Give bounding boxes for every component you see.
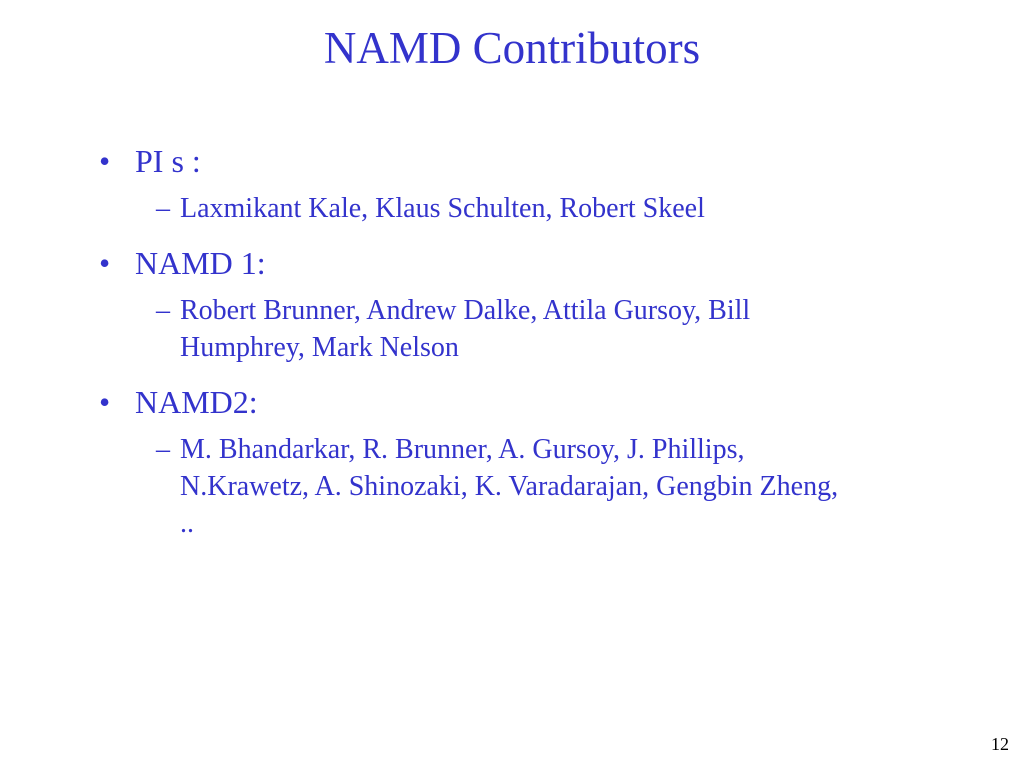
sub-item-line: Robert Brunner, Andrew Dalke, Attila Gursoy, Bill [180, 295, 751, 326]
sub-item-pis-names [156, 190, 999, 227]
sub-item-line: N.Krawetz, A. Shinozaki, K. Varadarajan, Gengbin Zheng, [180, 471, 839, 502]
slide-title: NAMD Contributors [323, 23, 701, 73]
sub-item-line: M. Bhandarkar, R. Brunner, A. Gursoy, J. Phillips, [180, 434, 745, 465]
bullet-namd2-label: NAMD2: [135, 384, 258, 420]
bullet-marker: • [99, 143, 111, 179]
page-number: 12 [991, 734, 1009, 754]
sub-item-line: .. [180, 508, 194, 539]
bullet-marker: • [99, 384, 111, 420]
sub-item-line: Humphrey, Mark Nelson [180, 332, 459, 363]
bullet-list [99, 141, 999, 542]
bullet-namd1 [99, 243, 999, 283]
bullet-marker: • [99, 245, 111, 281]
dash-marker: – [156, 295, 170, 326]
sub-item-namd2-names [156, 431, 999, 542]
bullet-namd2 [99, 382, 999, 422]
bullet-pis [99, 141, 999, 181]
dash-marker: – [156, 193, 170, 224]
sub-item-namd1-names [156, 292, 999, 366]
bullet-namd1-label: NAMD 1: [135, 245, 266, 281]
bullet-pis-label: PI s : [135, 143, 201, 179]
sub-item-line: Laxmikant Kale, Klaus Schulten, Robert Skeel [180, 193, 705, 224]
dash-marker: – [156, 434, 170, 465]
